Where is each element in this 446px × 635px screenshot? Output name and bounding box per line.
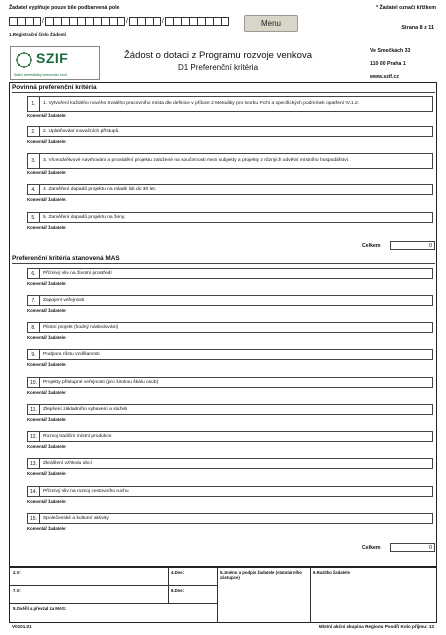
criterion-number: 6. (28, 269, 40, 278)
criterion-text: 1. Vytvoření každého nového trvalého pracovního místa dle definice v příloze 2 Metodiky pro tvorbu Fichí a specifických podmínek opatření IV.1.2. (43, 101, 360, 107)
signature-block (9, 566, 437, 623)
total-value: 0 (390, 241, 435, 250)
criterion-text: Zlepšení základního vybavení a služeb (43, 406, 128, 412)
criterion-number: 9. (28, 350, 40, 359)
criterion-number: 7. (28, 296, 40, 305)
menu-button[interactable]: Menu (244, 15, 298, 32)
page-indicator: Strana 8 z 11 (401, 25, 434, 31)
form-title: Žádost o dotaci z Programu rozvoje venkova (124, 50, 312, 61)
comment-label: Komentář žadatele: (27, 197, 67, 202)
date-field-mas[interactable]: 8.Dne: (171, 588, 185, 593)
applicant-signature-field[interactable]: 5.Jméno a podpis žadatele (statutárního zástupce) (220, 570, 302, 580)
criterion-number: 12. (28, 432, 40, 441)
criterion-number: 5. (28, 213, 40, 222)
criterion-number: 2. (28, 127, 40, 136)
comment-label: Komentář žadatele: (27, 139, 67, 144)
criterion-row[interactable] (27, 268, 433, 279)
mark-note: * Žadatel označí křížkem (376, 5, 436, 11)
criterion-text: Příznivý vliv na životní prostředí (43, 270, 112, 276)
comment-label: Komentář žadatele: (27, 471, 67, 476)
comment-label: Komentář žadatele: (27, 526, 67, 531)
mas-verification-field[interactable]: 9.Ověřil a převzal za MAS: (13, 606, 67, 611)
criterion-text: Rozvoj tradiční místní produkce (43, 433, 112, 439)
criterion-row[interactable] (27, 431, 433, 442)
address-line: www.szif.cz (370, 74, 399, 80)
form-code: V0101.01 (12, 624, 32, 629)
registration-number-fields[interactable]: / / / (9, 16, 229, 27)
registration-label: 1.Registrační číslo Žádosti (9, 32, 67, 37)
comment-label: Komentář žadatele: (27, 308, 67, 313)
form-subtitle: D1 Preferenční kritéria (177, 63, 259, 72)
criterion-row[interactable] (27, 349, 433, 360)
criterion-row[interactable] (27, 404, 433, 415)
comment-label: Komentář žadatele: (27, 444, 67, 449)
criterion-row[interactable] (27, 377, 433, 388)
comment-label: Komentář žadatele: (27, 113, 67, 118)
criterion-text: Zkrášlení vzhledu obcí (43, 460, 92, 466)
total-label: Celkem (362, 243, 381, 249)
comment-label: Komentář žadatele: (27, 499, 67, 504)
criterion-row[interactable] (27, 458, 433, 469)
criterion-row[interactable] (27, 184, 433, 195)
criterion-number: 4. (28, 185, 40, 194)
address-line: Ve Smečkách 33 (370, 48, 411, 54)
footer-info: Místní akční skupina Regionu Poodří Kolo příjmu: 13 (318, 624, 434, 629)
total-label: Celkem (362, 545, 381, 551)
criterion-number: 1. (28, 97, 40, 111)
criterion-number: 10. (28, 378, 40, 387)
criterion-text: Projekty přístupné veřejnosti (pro širokou škálu osob) (43, 379, 159, 385)
top-note: Žadatel vyplňuje pouze bíle podbarvená pole (9, 5, 120, 11)
mas-section-title: Preferenční kritéria stanovená MAS (12, 255, 435, 264)
criterion-row[interactable] (27, 486, 433, 497)
criterion-text: 2. Uplatňování inovačních přístupů. (43, 128, 120, 134)
comment-label: Komentář žadatele: (27, 362, 67, 367)
logo-emblem-icon (15, 51, 33, 69)
criterion-number: 15. (28, 514, 40, 523)
criterion-row[interactable] (27, 295, 433, 306)
comment-label: Komentář žadatele: (27, 225, 67, 230)
szif-logo (10, 46, 100, 80)
criterion-text: Podpora růstu vzdělanosti (43, 351, 100, 357)
comment-label: Komentář žadatele: (27, 170, 67, 175)
criterion-row[interactable] (27, 513, 433, 524)
criterion-row[interactable] (27, 322, 433, 333)
criterion-number: 8. (28, 323, 40, 332)
criterion-text: Zapojení veřejnosti (43, 297, 85, 303)
date-field[interactable]: 4.Dne: (171, 570, 185, 575)
criterion-number: 11. (28, 405, 40, 414)
place-field-mas[interactable]: 7.V: (13, 588, 21, 593)
criterion-number: 3. (28, 154, 40, 168)
applicant-stamp-field[interactable]: 6.Razítko žadatele (313, 570, 351, 575)
total-value: 0 (390, 543, 435, 552)
comment-label: Komentář žadatele: (27, 281, 67, 286)
comment-label: Komentář žadatele: (27, 390, 67, 395)
place-field[interactable]: 2.V: (13, 570, 21, 575)
criterion-text: 3. Víceodvětvové navrhování a provádění projektu založené na součinnosti mezi subjekty a projekty z různých odvětví místního hospodářství. (43, 158, 350, 164)
criterion-row[interactable] (27, 212, 433, 223)
comment-label: Komentář žadatele: (27, 417, 67, 422)
mandatory-section-title: Povinná preferenční kritéria (12, 84, 435, 93)
address-line: 110 00 Praha 1 (370, 61, 406, 67)
criterion-text: 5. Zaměření dopadů projektu na ženy. (43, 214, 126, 220)
logo-text: SZIF (36, 50, 69, 66)
criterion-row[interactable] (27, 96, 433, 112)
comment-label: Komentář žadatele: (27, 335, 67, 340)
office-address (370, 45, 410, 84)
criterion-text: 4. Zaměření dopadů projektu na mladé lidi do 30 let. (43, 186, 157, 192)
criterion-text: Příznivý vliv na rozvoj cestovního ruchu (43, 488, 129, 494)
criterion-row[interactable] (27, 153, 433, 169)
criterion-text: Pilotní projekt (hodný následování) (43, 324, 119, 330)
criterion-number: 14. (28, 487, 40, 496)
logo-subtext: Státní zemědělský intervenční fond (14, 73, 67, 77)
criterion-row[interactable] (27, 126, 433, 137)
criterion-text: Společenské a kulturní aktivity (43, 515, 109, 521)
criterion-number: 13. (28, 459, 40, 468)
